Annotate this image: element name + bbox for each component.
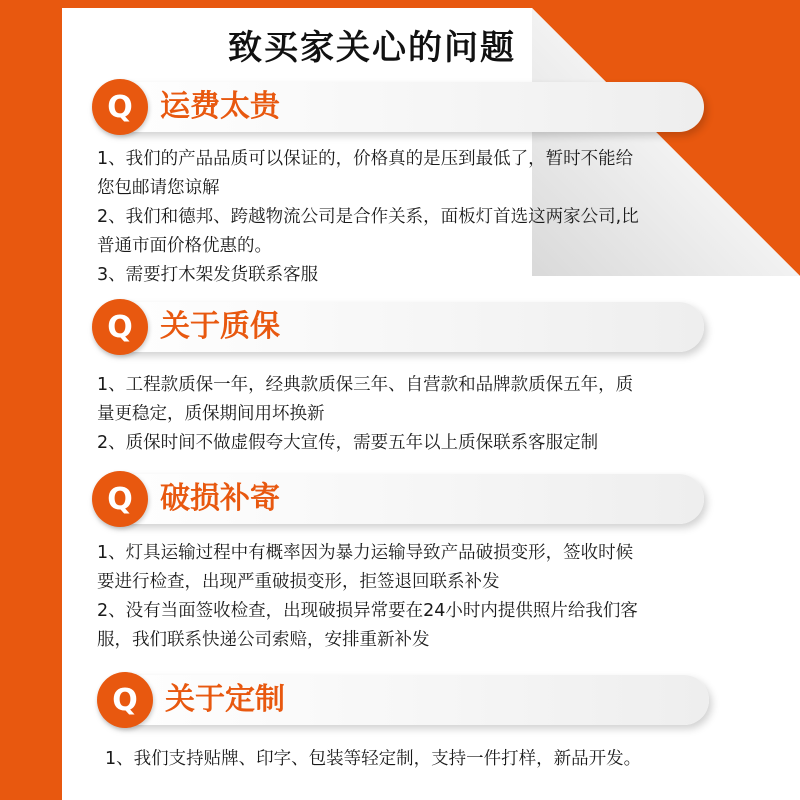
- text-line: 1、灯具运输过程中有概率因为暴力运输导致产品破损变形，签收时候: [97, 543, 634, 563]
- section-heading-warranty: 关于质保: [160, 309, 280, 344]
- q-badge-icon: Q: [92, 471, 148, 527]
- text-line: 2、质保时间不做虚假夸大宣传，需要五年以上质保联系客服定制: [97, 433, 599, 453]
- text-line: 2、我们和德邦、跨越物流公司是合作关系，面板灯首选这两家公司,比: [97, 207, 639, 227]
- section-heading-damage: 破损补寄: [160, 481, 280, 516]
- section-text-shipping: [97, 145, 727, 290]
- section-heading-custom: 关于定制: [165, 682, 285, 717]
- q-badge-icon: Q: [92, 79, 148, 135]
- section-text-damage: [97, 539, 727, 655]
- text-line: 要进行检查，出现严重破损变形，拒签退回联系补发: [97, 572, 500, 592]
- section-heading-shipping: 运费太贵: [160, 89, 280, 124]
- section-text-warranty: [97, 371, 727, 458]
- q-badge-icon: Q: [92, 299, 148, 355]
- text-line: 您包邮请您谅解: [97, 178, 220, 198]
- text-line: 1、工程款质保一年，经典款质保三年、自营款和品牌款质保五年，质: [97, 375, 634, 395]
- text-line: 服，我们联系快递公司索赔，安排重新补发: [97, 630, 430, 650]
- text-line: 量更稳定，质保期间用坏换新: [97, 404, 325, 424]
- section-text-custom: [105, 745, 735, 774]
- q-badge-icon: Q: [97, 672, 153, 728]
- text-line: 1、我们的产品品质可以保证的，价格真的是压到最低了，暂时不能给: [97, 149, 634, 169]
- page-title: 致买家关心的问题: [228, 28, 516, 68]
- text-line: 1、我们支持贴牌、印字、包装等轻定制，支持一件打样，新品开发。: [105, 749, 642, 769]
- text-line: 3、需要打木架发货联系客服: [97, 265, 319, 285]
- text-line: 2、没有当面签收检查，出现破损异常要在24小时内提供照片给我们客: [97, 601, 638, 621]
- text-line: 普通市面价格优惠的。: [97, 236, 272, 256]
